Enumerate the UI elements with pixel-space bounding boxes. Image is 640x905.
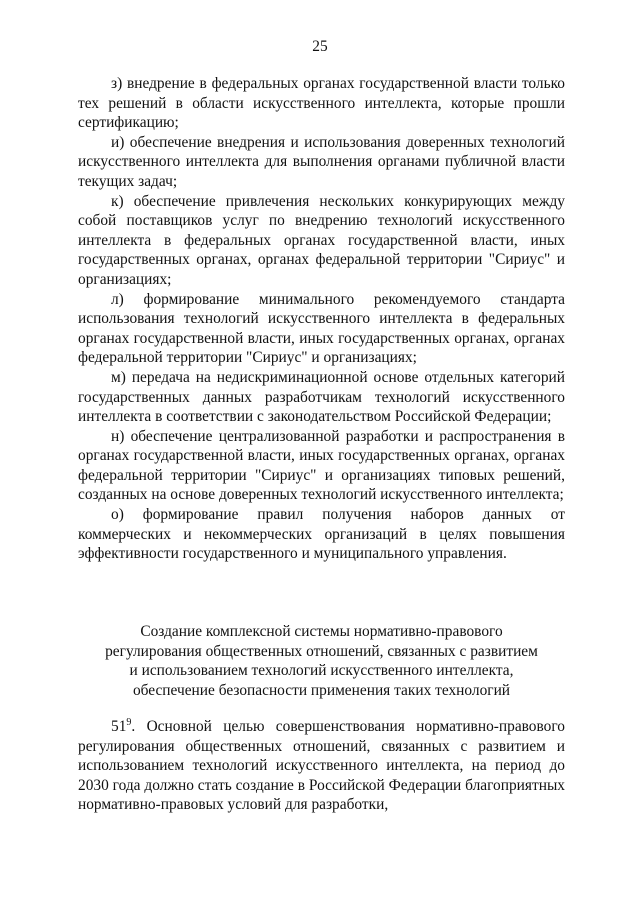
item-list — [78, 74, 565, 564]
list-item-o: о) формирование правил получения наборов данных от коммерческих и некоммерческих организаций в целях повышения эффективности государственного и муниципального управления. — [78, 506, 565, 563]
section-heading — [78, 622, 565, 700]
heading-line: Создание комплексной системы нормативно-правового — [140, 623, 503, 640]
list-item-k: к) обеспечение привлечения нескольких конкурирующих между собой поставщиков услуг по внедрению технологий искусственного интеллекта в федеральных органах государственной власти, иных государственных органах, органах федеральной территории "Сириус" и организациях; — [78, 192, 565, 288]
list-item-n: н) обеспечение централизованной разработки и распространения в органах государственной власти, иных государственных органах, органах федеральной территории "Сириус" и организациях типовых решений, созданных на основе доверенных технологий искусственного интеллекта; — [78, 427, 565, 504]
list-item-m: м) передача на недискриминационной основе отдельных категорий государственных данных разработчикам технологий искусственного интеллекта в соответствии с законодательством Российской Федерации; — [78, 368, 565, 426]
heading-line: обеспечение безопасности применения таких технологий — [132, 681, 511, 699]
list-item-i: и) обеспечение внедрения и использования доверенных технологий искусственного интеллекта для выполнения органами публичной власти текущих задач; — [78, 133, 565, 190]
list-item-z: з) внедрение в федеральных органах государственной власти только тех решений в области искусственного интеллекта, которые прошли сертификацию; — [78, 75, 565, 132]
list-item-l: л) формирование минимального рекомендуемого стандарта использования технологий искусственного интеллекта в федеральных органах государственной власти, иных государственных органах, органах федеральной территории "Сириус" и организациях; — [78, 290, 565, 367]
paragraph-text: . Основной целью совершенствования нормативно-правового регулирования общественных отношений, связанных с развитием и использованием технологий искусственного интеллекта, на период до 2030 года должно стать создание в Российской Федерации благоприятных нормативно-правовых условий для разработки, — [78, 718, 565, 814]
heading-line: регулирования общественных отношений, связанных с развитием — [105, 642, 538, 660]
paragraph-51 — [78, 717, 565, 815]
paragraph-number: 51 — [111, 718, 127, 735]
page-number: 25 — [312, 38, 328, 55]
paragraph-number-superscript: 9 — [126, 716, 132, 728]
heading-line: и использованием технологий искусственного интеллекта, — [129, 662, 514, 680]
